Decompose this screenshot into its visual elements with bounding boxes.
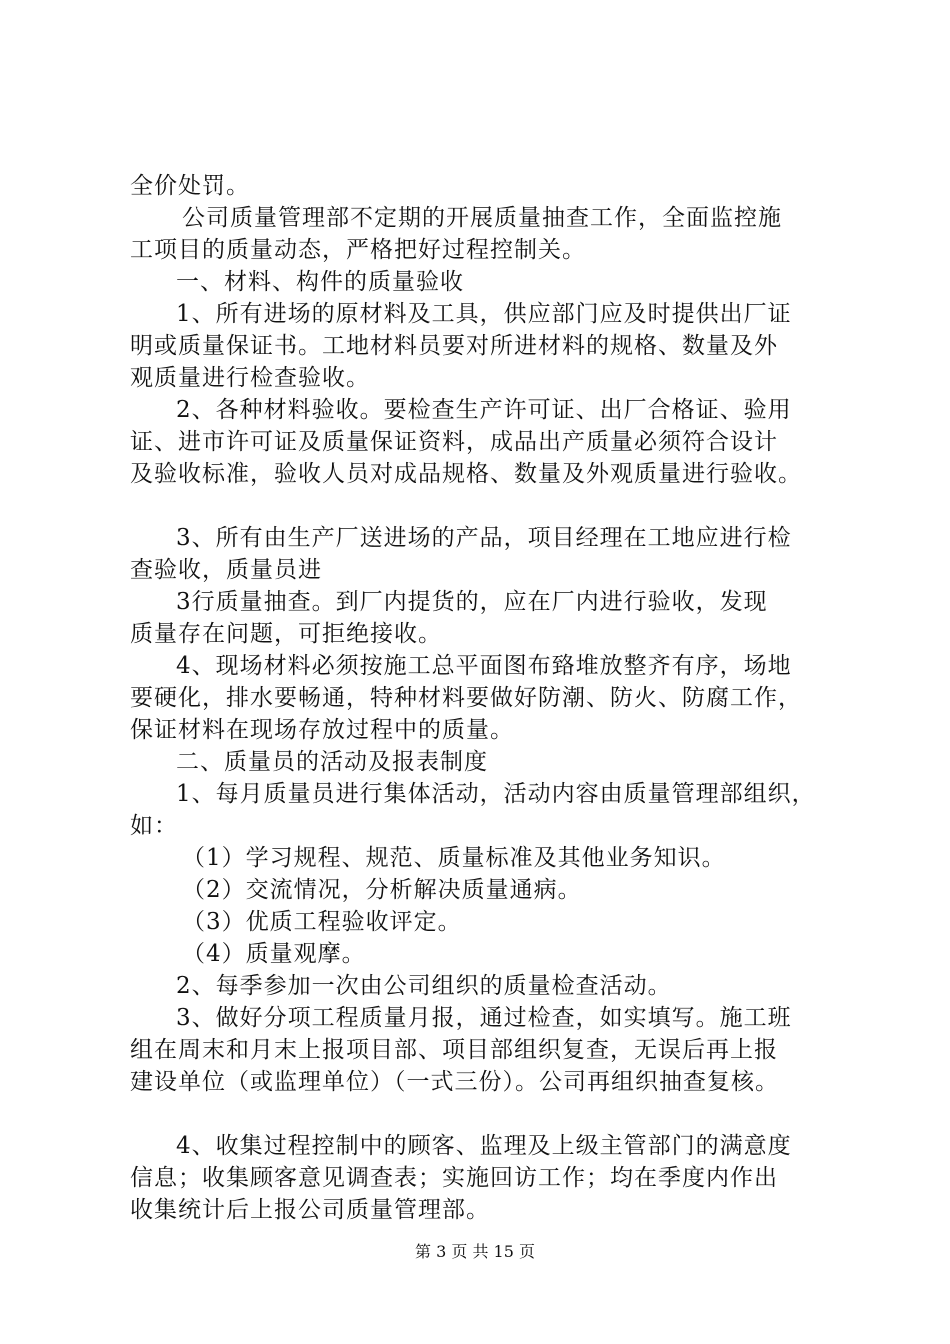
text-line: 二、质量员的活动及报表制度	[176, 749, 488, 775]
text-line: 查验收，质量员进	[130, 557, 322, 583]
text-line: 4、现场材料必须按施工总平面图布臵堆放整齐有序，场地	[176, 653, 792, 679]
text-line: 公司质量管理部不定期的开展质量抽查工作，全面监控施	[182, 205, 782, 231]
text-line: 工项目的质量动态，严格把好过程控制关。	[130, 237, 586, 263]
text-line: 4、收集过程控制中的顾客、监理及上级主管部门的满意度	[176, 1133, 792, 1159]
text-line: 1、每月质量员进行集体活动，活动内容由质量管理部组织，	[176, 781, 816, 807]
document-body	[130, 170, 850, 1226]
text-line: 及验收标准，验收人员对成品规格、数量及外观质量进行验收。	[130, 461, 802, 487]
blank-line	[130, 1098, 850, 1130]
text-line: （3）优质工程验收评定。	[182, 909, 462, 935]
text-line: 一、材料、构件的质量验收	[176, 269, 464, 295]
text-line: 信息；收集顾客意见调查表；实施回访工作；均在季度内作出	[130, 1165, 778, 1191]
text-line: 3、所有由生产厂送进场的产品，项目经理在工地应进行检	[176, 525, 792, 551]
text-line: 建设单位（或监理单位）（一式三份）。公司再组织抽查复核。	[130, 1069, 779, 1095]
text-line: 要硬化，排水要畅通，特种材料要做好防潮、防火、防腐工作，	[130, 685, 802, 711]
text-line: 2、各种材料验收。要检查生产许可证、出厂合格证、验用	[176, 397, 792, 423]
text-line: （2）交流情况，分析解决质量通病。	[182, 877, 582, 903]
text-line: 全价处罚。	[130, 173, 250, 199]
page-footer: 第 3 页 共 15 页	[415, 1242, 535, 1261]
text-line: 如：	[130, 813, 178, 839]
text-line: 收集统计后上报公司质量管理部。	[130, 1197, 490, 1223]
text-line: （4）质量观摩。	[182, 941, 366, 967]
text-line: 1、所有进场的原材料及工具，供应部门应及时提供出厂证	[176, 301, 792, 327]
text-line: 观质量进行检查验收。	[130, 365, 370, 391]
text-line: 2、每季参加一次由公司组织的质量检查活动。	[176, 973, 672, 999]
text-line: 3行质量抽查。到厂内提货的，应在厂内进行验收，发现	[176, 589, 768, 615]
text-line: 3、做好分项工程质量月报，通过检查，如实填写。施工班	[176, 1005, 792, 1031]
blank-line	[130, 490, 850, 522]
text-line: 明或质量保证书。工地材料员要对所进材料的规格、数量及外	[130, 333, 778, 359]
text-line: 证、进市许可证及质量保证资料，成品出产质量必须符合设计	[130, 429, 778, 455]
text-line: 质量存在问题，可拒绝接收。	[130, 621, 442, 647]
text-line: 保证材料在现场存放过程中的质量。	[130, 717, 514, 743]
text-line: （1）学习规程、规范、质量标准及其他业务知识。	[182, 845, 726, 871]
text-line: 组在周末和月末上报项目部、项目部组织复查，无误后再上报	[130, 1037, 778, 1063]
